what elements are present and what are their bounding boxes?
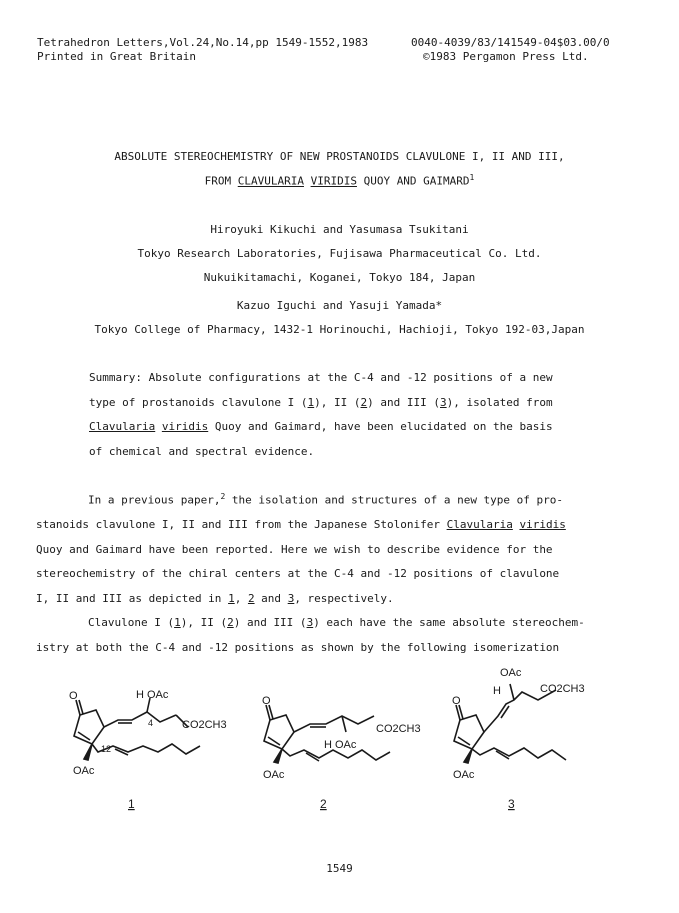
h-oac-label-1: H OAc bbox=[136, 689, 169, 701]
upper-chain-2 bbox=[294, 716, 374, 732]
h-label-3: H bbox=[493, 685, 501, 697]
oac-bottom-2: OAc bbox=[263, 769, 285, 781]
ester-label-1: CO2CH3 bbox=[182, 719, 227, 731]
oac-bond-3 bbox=[510, 684, 514, 700]
affiliation-1: Tokyo Research Laboratories, Fujisawa Pharmaceutical Co. Ltd. bbox=[137, 247, 542, 260]
summary-block: Summary: Absolute configurations at the C-4 and -12 positions of a new type of prostanoids clavulone I (1), II (2) and III (3), isolated from Clavularia viridis Quoy and Gaimard, have been elucidated on the basis of chemical and spectral evidence. bbox=[89, 371, 553, 458]
species-name: VIRIDIS bbox=[310, 174, 357, 188]
h-oac-label-2: H OAc bbox=[324, 739, 357, 751]
oac-bottom-3: OAc bbox=[453, 769, 475, 781]
c4-label: 4 bbox=[148, 718, 154, 728]
oac-bottom-1: OAc bbox=[73, 765, 95, 777]
affiliation-2: Tokyo College of Pharmacy, 1432-1 Horinouchi, Hachioji, Tokyo 192-03,Japan bbox=[94, 323, 585, 336]
carbonyl-o-3: O bbox=[452, 695, 461, 707]
wedge-3 bbox=[464, 749, 472, 763]
carbonyl-o-1: O bbox=[69, 690, 78, 702]
compound-label-3: 3 bbox=[508, 797, 515, 811]
ester-label-2: CO2CH3 bbox=[376, 723, 421, 735]
c12-label: 12 bbox=[101, 744, 112, 754]
body-text: In a previous paper,$^2$ the isolation and structures of a new type of pro- stanoids clavulone I, II and III from the Japanese Stolonifer Clavularia viridis Quoy and Gaimard have been reported. Here we wish to describe evidence for the stereochemistry of the chiral centers at the C-4 and -12 positions of clavulone I, II and III as depicted in 1, 2 and 3, respectively. Clavulone I (1), II (2) and III (3) each have the same absolute stereochem- istry at both the C-4 and -12 positions as shown by the following isomerization bbox=[36, 492, 585, 654]
title-line-1: ABSOLUTE STEREOCHEMISTRY OF NEW PROSTANOIDS CLAVULONE I, II AND III, bbox=[114, 150, 565, 163]
oac-top-3: OAc bbox=[500, 667, 522, 679]
lower-chain-3 bbox=[472, 748, 566, 760]
upper-chain-1 bbox=[104, 712, 176, 727]
printed-in: Printed in Great Britain bbox=[37, 50, 196, 63]
copyright: ©1983 Pergamon Press Ltd. bbox=[423, 50, 589, 63]
wedge-2 bbox=[274, 749, 282, 763]
title-line-2: FROM CLAVULARIA VIRIDIS QUOY AND GAIMARD$^1$ bbox=[204, 173, 475, 188]
address-1: Nukuikitamachi, Koganei, Tokyo 184, Japan bbox=[203, 271, 476, 284]
wedge-1 bbox=[84, 744, 92, 760]
price-code: 0040-4039/83/141549-04$03.00/0 bbox=[411, 36, 610, 49]
structure-3 bbox=[452, 667, 585, 781]
compound-label-1: 1 bbox=[128, 797, 135, 811]
footnote-ref: 1 bbox=[469, 173, 475, 182]
carbonyl-o-2: O bbox=[262, 695, 271, 707]
page-number: 1549 bbox=[326, 862, 353, 875]
compound-label-2: 2 bbox=[320, 797, 327, 811]
chemical-structures bbox=[0, 660, 679, 830]
author-group-1: Hiroyuki Kikuchi and Yasumasa Tsukitani bbox=[210, 223, 469, 236]
author-group-2: Kazuo Iguchi and Yasuji Yamada* bbox=[236, 299, 443, 312]
journal-citation: Tetrahedron Letters,Vol.24,No.14,pp 1549-1552,1983 bbox=[37, 36, 369, 49]
structure-1 bbox=[69, 689, 227, 777]
structure-2 bbox=[262, 695, 421, 781]
genus-name: CLAVULARIA bbox=[237, 174, 304, 188]
ester-label-3: CO2CH3 bbox=[540, 683, 585, 695]
